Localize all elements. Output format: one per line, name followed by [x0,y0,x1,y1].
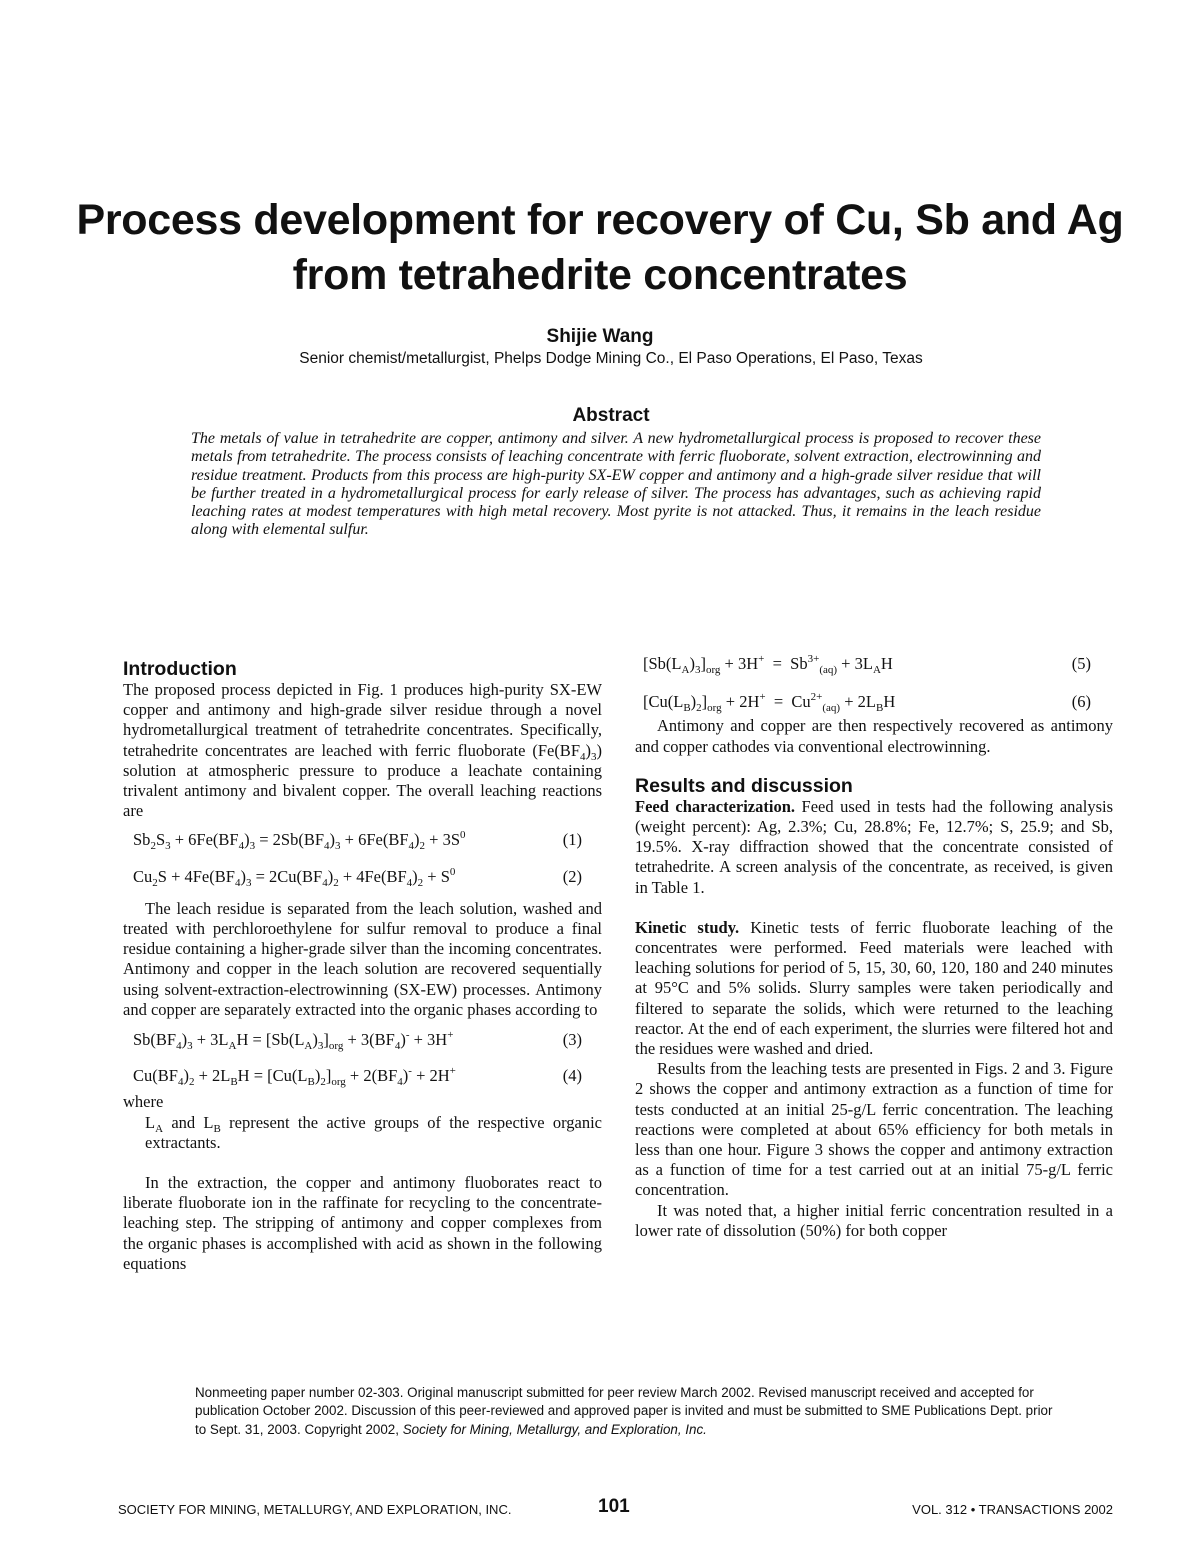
right-column [635,654,1113,1241]
kinetic-runin-label: Kinetic study. [635,917,740,937]
results-paragraph: Results from the leaching tests are presented in Figs. 2 and 3. Figure 2 shows the copper and antimony extraction as a function of time for tests conducted at an initial 25-g/L ferric concentration. The leaching reactions were completed at about 65% efficiency for both metals in less than one hour. Figure 3 shows the copper and antimony extraction as a function of time for a test carried out at an initial 75-g/L ferric concentration. [635,1059,1113,1200]
equation-5: $[Sb(L_A)_3]_{org} + 3H^+ = Sb^{3+}_{(aq)} + 3L_AH$ (5) [643,653,1091,676]
introduction-heading: Introduction [123,658,237,680]
page-number: 101 [598,1496,630,1517]
kinetic-paragraph: Kinetic study. Kinetic tests of ferric fluoborate leaching of the concentrates were performed. Feed materials were leached with leaching solutions for period of 5, 15, 30, 60, 120, 180 and 240 minutes at 95°C and 5% solids. Slurry samples were taken periodically and filtered to separate the solids, which were returned to the leaching reactor. At the end of each experiment, the slurries were filtered hot and the residues were washed and dried. [635,917,1113,1059]
left-column [123,658,602,1274]
abstract-text: The metals of value in tetrahedrite are copper, antimony and silver. A new hydrometallurgical process is proposed to recover these metals from tetrahedrite. The process consists of leaching concentrate with ferric fluoborate, solvent extraction, electrowinning and residue treatment. Products from this process are high-purity SX-EW copper and antimony and a high-grade silver residue that will be further treated in a hydrometallurgical process for early release of silver. The process has advantages, such as achieving rapid leaching rates at modest temperatures with high metal recovery. Most pyrite is not attacked. Thus, it remains in the leach residue along with elemental sulfur. [191,430,1041,539]
equation-number: (2) [562,866,582,886]
equation-3: $Sb(BF_4)_3 + 3L_AH = [Sb(L_A)_3]_{org} + 3(BF_4)^- + 3H^+$ (3) [133,1029,582,1053]
equation-1: $Sb_2S_3 + 6Fe(BF_4)_3 = 2Sb(BF_4)_3 + 6Fe(BF_4)_2 + 3S^0$ (1) [133,829,582,853]
equation-2: $Cu_2S + 4Fe(BF_4)_3 = 2Cu(BF_4)_2 + 4Fe(BF_4)_2 + S^0$ (2) [133,865,582,889]
equation-number: (4) [562,1066,582,1086]
page-title: Process development for recovery of Cu, Sb and Ag from tetrahedrite concentrates [76,196,1124,299]
equation-6: $[Cu(L_B)_2]_{org} + 2H^+ = Cu^{2+}_{(aq)} + 2L_BH$ (6) [643,691,1091,715]
feed-runin-label: Feed characterization. [635,796,796,816]
equation-number: (5) [1071,654,1091,673]
where-label: where [123,1092,164,1112]
equation-number: (3) [562,1030,582,1050]
author-name: Shijie Wang [546,326,654,347]
equation-number: (6) [1071,692,1091,712]
abstract-heading: Abstract [572,405,650,426]
equation-number: (1) [562,830,582,850]
feed-paragraph: Feed characterization. Feed used in tests had the following analysis (weight percent): Ag, 2.3%; Cu, 28.8%; Fe, 12.7%; S, 25.9; and Sb, 19.5%. X-ray diffraction showed that the concentrate consisted of tetrahedrite. A screen analysis of the concentrate, as received, is given in Table 1. [635,796,1114,897]
footer-volume: VOL. 312 • TRANSACTIONS 2002 [912,1502,1113,1517]
intro-paragraph-3: In the extraction, the copper and antimony fluoborates react to liberate fluoborate ion in the raffinate for recycling to the concentrate-leaching step. The stripping of antimony and copper complexes from the organic phases is accomplished with acid as shown in the following equations [123,1173,602,1273]
author-affiliation: Senior chemist/metallurgist, Phelps Dodge Mining Co., El Paso Operations, El Paso, Texas [299,350,923,367]
results-heading: Results and discussion [635,774,853,797]
footnote: Nonmeeting paper number 02-303. Original manuscript submitted for peer review March 2002. Revised manuscript received and accepted for publication October 2002. Discussion of this peer-reviewed and approved paper is invited and must be submitted to SME Publications Dept. prior to Sept. 31, 2003. Copyright 2002, Society for Mining, Metallurgy, and Exploration, Inc. [195,1385,1053,1437]
equation-4: $Cu(BF_4)_2 + 2L_BH = [Cu(L_B)_2]_{org} + 2(BF_4)^- + 2H^+$ (4) [133,1065,582,1089]
footer-publisher: SOCIETY FOR MINING, METALLURGY, AND EXPLORATION, INC. [118,1502,512,1517]
intro-paragraph-1: The proposed process depicted in Fig. 1 produces high-purity SX-EW copper and antimony and high-grade silver residue through a novel hydrometallurgical treatment of tetrahedrite concentrates. Specifically, tetrahedrite concentrates are leached with ferric fluoborate $(Fe(BF_4)_3)$ solution at atmospheric pressure to produce a leachate containing trivalent antimony and bivalent copper. The overall leaching reactions are [123,680,602,821]
noted-paragraph: It was noted that, a higher initial ferric concentration resulted in a lower rate of dissolution (50%) for both copper [635,1200,1113,1240]
after-equations-paragraph: Antimony and copper are then respectively recovered as antimony and copper cathodes via conventional electrowinning. [635,716,1113,756]
where-definition: $L_A$ and $L_B$ represent the active groups of the respective organic extractants. [145,1112,602,1152]
intro-paragraph-2: The leach residue is separated from the leach solution, washed and treated with perchloroethylene for sulfur removal to produce a final residue containing a higher-grade silver than the incoming concentrates. Antimony and copper in the leach solution are recovered sequentially using solvent-extraction-electrowinning (SX-EW) processes. Antimony and copper are separately extracted into the organic phases according to [123,898,602,1019]
